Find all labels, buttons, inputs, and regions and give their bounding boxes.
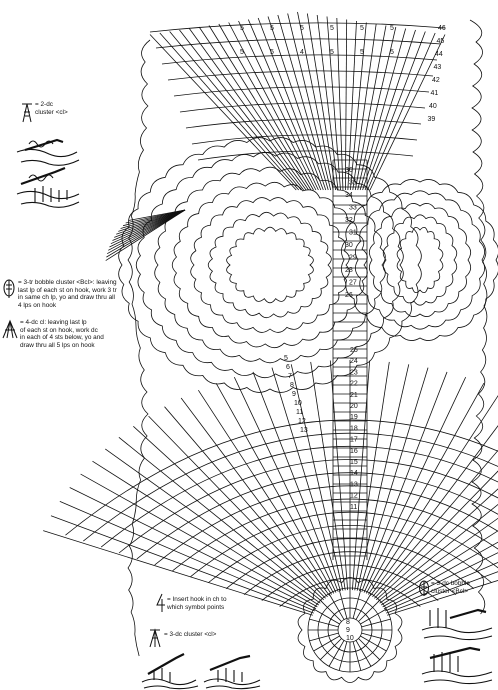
fan-spoke	[368, 33, 436, 190]
lower-fan-arc	[119, 460, 498, 554]
legend-2dc-cluster	[20, 100, 90, 130]
mesh-ring	[172, 179, 367, 347]
row-number-center: 36	[345, 167, 353, 174]
row-number-lower-left: 6	[286, 364, 290, 371]
motif-spoke	[339, 642, 347, 671]
fan-arc	[180, 103, 425, 112]
mesh-ring-right	[383, 215, 456, 305]
row-number-right: 45	[436, 38, 445, 45]
row-number-top: 5	[240, 25, 244, 32]
motif-spoke	[356, 640, 371, 666]
legend-insert-hook	[155, 593, 275, 617]
row-number-top: 5	[330, 49, 334, 56]
fan-spoke	[365, 32, 425, 191]
lower-fan-spoke	[370, 398, 498, 596]
fan-spoke	[160, 33, 299, 190]
motif-spoke	[309, 619, 338, 627]
legend-insert-text: = Insert hook in ch to which symbol points	[167, 596, 227, 611]
legend-2dc-text: = 2-dc cluster <cl>	[35, 101, 68, 116]
three-tr-bobble-icon	[2, 278, 16, 300]
lower-fan-spoke	[70, 487, 316, 608]
row-number-right: 39	[427, 116, 436, 123]
legend-3dc-cluster	[148, 627, 268, 649]
row-number-right: 42	[432, 77, 440, 84]
row-number-right: 43	[433, 64, 442, 71]
legend-3tr-bobble	[2, 278, 140, 316]
fan-spoke	[209, 26, 311, 191]
legend-3dc-text: = 3-dc cluster <cl>	[164, 631, 217, 638]
row-number-top: 5	[330, 25, 334, 32]
row-number-center-lower: 16	[350, 447, 358, 455]
fan-spoke	[337, 18, 343, 190]
row-number-center: 28	[345, 267, 353, 274]
row-number-top: 5	[240, 49, 244, 56]
lower-fan-spoke	[149, 416, 326, 598]
hook-illustration-bottom	[140, 648, 265, 690]
row-number-center-lower: 25	[350, 347, 358, 354]
mesh-ring	[136, 152, 403, 377]
row-number-center: 32	[345, 217, 353, 224]
mesh-ring	[191, 198, 350, 333]
row-number-top: 5	[390, 25, 394, 32]
legend-4dc-cluster	[2, 318, 140, 358]
lower-fan-spoke	[368, 390, 498, 594]
two-dc-cluster-icon	[20, 100, 34, 124]
row-number-center: 29	[349, 254, 357, 262]
row-number-motif: 8	[346, 619, 350, 626]
row-number-lower-left: 11	[296, 409, 304, 416]
hook-illustration-right	[420, 604, 496, 688]
row-number-lower-left: 12	[298, 418, 306, 425]
row-number-center: 27	[349, 279, 357, 287]
three-dc-cluster-icon	[148, 627, 162, 649]
motif-spoke	[362, 619, 391, 627]
legend-3dc-bobble-text: = 3-dc bobble cluster <Bcl>	[431, 580, 470, 595]
motif-spoke	[314, 609, 340, 624]
row-number-center: 33	[349, 204, 357, 212]
row-number-center: 30	[345, 242, 353, 249]
motif-spoke	[360, 609, 386, 624]
lower-fan-arc	[173, 499, 498, 571]
motif-spoke	[360, 636, 386, 651]
fan-spoke	[150, 35, 296, 191]
row-number-top: 5	[270, 25, 274, 32]
legend-4dc-text: = 4-dc cl: leaving last lp of each st on hook, work dc in each of 4 sts below, yo and draw thru all 5 lps on hook	[20, 319, 104, 349]
row-number-lower-left: 7	[288, 373, 292, 380]
row-number-motif: 9	[346, 627, 350, 634]
row-number-right: 40	[429, 103, 437, 110]
fan-spoke	[345, 20, 346, 191]
row-number-lower-left: 5	[284, 355, 288, 362]
row-number-top: 5	[390, 49, 394, 56]
row-number-center-lower: 17	[350, 436, 358, 444]
row-number-center-lower: 23	[350, 369, 358, 377]
row-number-center-lower: 18	[350, 425, 358, 433]
fan-arc	[150, 23, 445, 32]
row-number-lower-left: 10	[294, 400, 302, 407]
motif-spoke	[353, 589, 361, 618]
row-number-center-lower: 22	[350, 380, 358, 388]
motif-spoke	[362, 633, 391, 641]
four-dc-cluster-icon	[2, 318, 18, 340]
legend-3dc-bobble	[418, 578, 498, 602]
hook-illustration-top	[15, 132, 85, 210]
row-number-center-lower: 15	[350, 459, 358, 466]
row-number-center-lower: 13	[350, 481, 358, 489]
row-number-right: 41	[430, 90, 439, 97]
lower-fan-spoke	[119, 437, 322, 601]
row-number-center: 26	[345, 292, 353, 299]
row-number-top: 4	[300, 49, 304, 56]
insert-hook-symbol-icon	[155, 593, 167, 613]
motif-spoke	[329, 640, 344, 666]
row-number-top: 5	[360, 25, 364, 32]
row-labels	[240, 25, 446, 642]
motif-spoke	[353, 642, 361, 671]
row-number-lower-left: 13	[300, 427, 308, 434]
lower-fan-spoke	[81, 474, 318, 607]
legend-3tr-text: = 3-tr bobble cluster <Bcl>: leaving last lp of each st on hook, work 3 tr in same ch lp, yo and draw thru all 4 lps on hook	[18, 279, 117, 309]
row-number-center: 34	[345, 192, 353, 199]
lower-fan-spoke	[105, 449, 320, 603]
motif-spoke	[309, 633, 338, 641]
row-number-center-lower: 12	[350, 492, 358, 500]
row-number-center: 31	[349, 229, 357, 237]
lower-fan-spoke	[362, 372, 447, 592]
row-number-center-lower: 20	[350, 403, 358, 410]
fan-spoke	[348, 21, 357, 190]
row-number-center-lower: 24	[350, 358, 358, 366]
lower-fan-spoke	[92, 461, 318, 605]
motif-spoke	[329, 594, 344, 620]
mesh-ring	[227, 227, 314, 303]
mesh-ring	[119, 138, 422, 393]
motif-spoke	[356, 594, 371, 620]
row-number-right: 44	[435, 51, 443, 58]
row-number-lower-left: 8	[290, 382, 294, 389]
row-number-center-lower: 19	[350, 414, 358, 422]
mesh-ring-right	[397, 227, 443, 292]
row-number-motif: 10	[346, 635, 354, 642]
fan-arc	[156, 39, 441, 48]
row-number-top: 5	[270, 49, 274, 56]
mesh-ring	[208, 212, 331, 317]
lower-fan-arc	[155, 486, 498, 565]
three-dc-bobble-icon	[418, 578, 430, 598]
motif-spoke	[339, 589, 347, 618]
motif-spoke	[314, 636, 340, 651]
fan-spoke	[353, 24, 376, 190]
row-number-lower-left: 9	[292, 391, 296, 398]
row-number-center-lower: 14	[350, 470, 358, 478]
row-number-center: 35	[349, 179, 357, 187]
row-number-right: 46	[438, 25, 446, 32]
row-number-top: 5	[300, 25, 304, 32]
fan-arc	[174, 87, 429, 96]
row-number-center-lower: 21	[350, 391, 358, 399]
row-number-top: 5	[360, 49, 364, 56]
mesh-ring-right	[355, 191, 484, 329]
row-number-center-lower: 11	[350, 503, 358, 511]
fan-spoke	[239, 21, 319, 190]
